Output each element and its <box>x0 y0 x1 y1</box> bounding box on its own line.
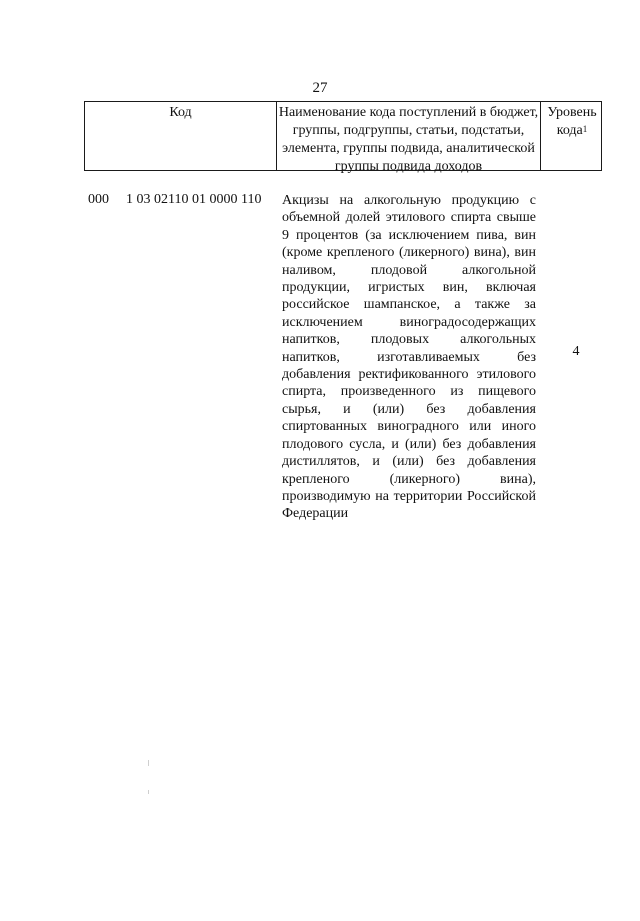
row-income-code: 1 03 02110 01 0000 110 <box>126 192 262 207</box>
header-name <box>277 102 541 174</box>
header-code <box>85 102 277 170</box>
header-level-label: Уровень кода <box>547 105 597 138</box>
header-level <box>541 102 603 170</box>
header-code-label: Код <box>169 105 192 120</box>
row-description: Акцизы на алкогольную продукцию с объемной долей этилового спирта свыше 9 процентов (за исключением пива, вин (кроме крепленого (ликерного) вина), вин наливом, плодовой алкогольной продукции, игристых вин, включая российское шампанское, а также за исключением виноградосодержащих напитков, плодовых алкогольных напитков, изготавливаемых без добавления ректификованного этилового спирта, произведенного из пищевого сырья, и (или) без добавления спиртованных виноградного или иного плодового сусла, и (или) без добавления дистиллятов, и (или) без добавления крепленого (ликерного) вина), производимую на территории Российской Федерации <box>282 193 536 522</box>
table-header <box>84 101 602 174</box>
scan-speck <box>148 760 149 766</box>
page-number: 27 <box>312 80 328 96</box>
footnote-marker: 1 <box>582 124 588 134</box>
row-admin-code: 000 <box>88 192 109 207</box>
header-name-label: Наименование кода поступлений в бюджет, группы, подгруппы, статьи, подстатьи, элемента, группы подвида, аналитической группы подвида доходов <box>278 105 539 174</box>
scan-speck <box>148 790 149 794</box>
row-level: 4 <box>572 344 580 359</box>
